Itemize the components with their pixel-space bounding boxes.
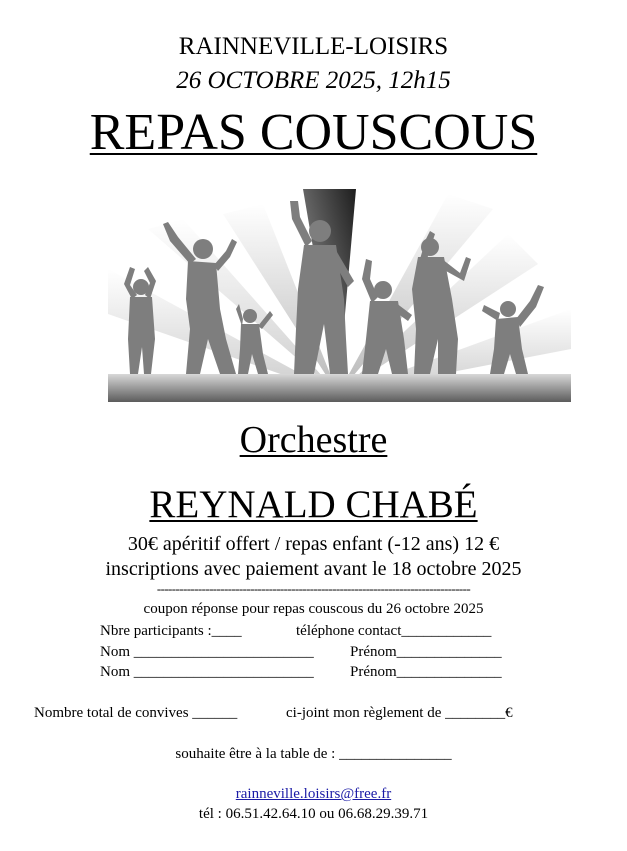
prenom-field-2[interactable]: Prénom______________ xyxy=(350,664,502,680)
payment-field[interactable]: ci-joint mon règlement de ________€ xyxy=(286,705,513,721)
coupon-separator: ------------------------------------------------------------------------------------ xyxy=(156,582,471,596)
coupon-title: coupon réponse pour repas couscous du 26 octobre 2025 xyxy=(143,601,484,617)
contact-email-link[interactable]: rainneville.loisirs@free.fr xyxy=(235,786,392,802)
nom-field-2[interactable]: Nom ________________________ xyxy=(100,664,314,680)
event-title: REPAS COUSCOUS xyxy=(89,104,538,161)
participants-field[interactable]: Nbre participants :____ xyxy=(100,623,242,639)
table-preference-field[interactable]: souhaite être à la table de : _______________ xyxy=(175,746,452,762)
event-date-time: 26 OCTOBRE 2025, 12h15 xyxy=(176,67,451,94)
prenom-field-1[interactable]: Prénom______________ xyxy=(350,644,502,660)
registration-deadline: inscriptions avec paiement avant le 18 octobre 2025 xyxy=(105,558,522,580)
organization-name: RAINNEVILLE-LOISIRS xyxy=(178,33,449,60)
contact-phone: tél : 06.51.42.64.10 ou 06.68.29.39.71 xyxy=(198,806,429,822)
nom-field-1[interactable]: Nom ________________________ xyxy=(100,644,314,660)
phone-field[interactable]: téléphone contact____________ xyxy=(296,623,492,639)
band-name: REYNALD CHABÉ xyxy=(149,483,478,526)
dancers-silhouette-icon xyxy=(108,189,571,402)
band-label: Orchestre xyxy=(239,419,388,461)
price-line: 30€ apéritif offert / repas enfant (-12 ans) 12 € xyxy=(127,533,500,555)
total-guests-field[interactable]: Nombre total de convives ______ xyxy=(34,705,238,721)
floor xyxy=(108,374,571,402)
